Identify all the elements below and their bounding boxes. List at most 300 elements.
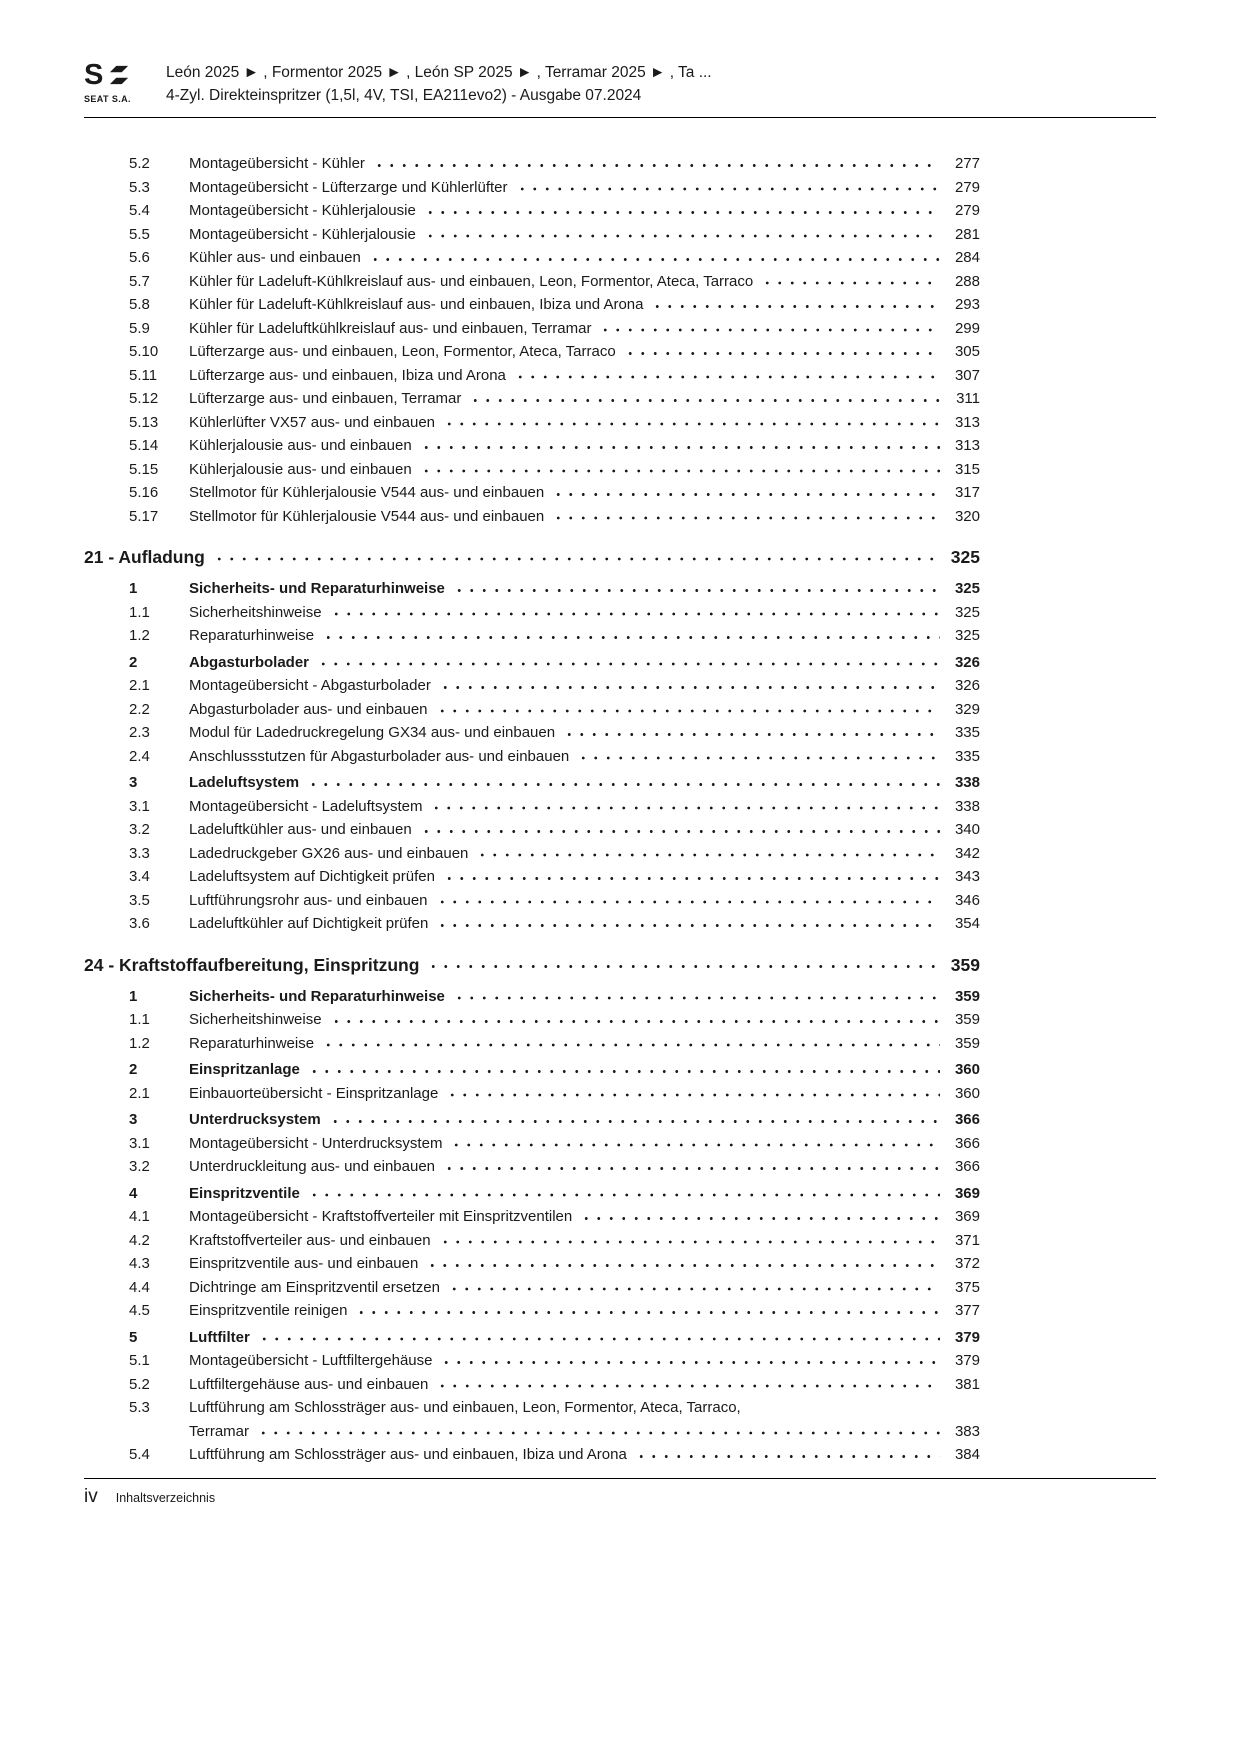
toc-entry-line (189, 912, 980, 936)
toc-dot-leader (424, 205, 940, 219)
toc-entry-title-line: Luftführung am Schlossträger aus- und einbauen, Leon, Formentor, Ateca, Tarraco, (189, 1399, 741, 1416)
toc-dot-leader (453, 583, 940, 597)
toc-entry-page: 335 (954, 724, 980, 741)
toc-entry-page: 326 (954, 653, 980, 671)
toc-entry-page: 338 (954, 797, 980, 815)
toc-dot-leader (308, 1187, 940, 1201)
toc-entry-row (84, 293, 980, 317)
toc-entry-body (189, 1229, 980, 1253)
toc-entry-page: 305 (954, 343, 980, 360)
toc-entry-page: 366 (954, 1111, 980, 1128)
toc-entry-number: 2.1 (129, 677, 150, 694)
toc-dot-leader (427, 959, 940, 973)
toc-entry-body (189, 985, 980, 1009)
footer-page-number: iv (84, 1486, 98, 1507)
toc-entry-line (189, 270, 980, 294)
toc-entry-number: 4.5 (129, 1302, 150, 1319)
toc-entry-title: Lüfterzarge aus- und einbauen, Ibiza und Arona (189, 366, 506, 384)
toc-dot-leader (308, 1064, 940, 1078)
toc-entry-title: Kühler für Ladeluftkühlkreislauf aus- und einbauen, Terramar (189, 319, 592, 337)
toc-entry-title: Einspritzventile (189, 1184, 300, 1202)
toc-entry-body (189, 818, 980, 842)
toc-entry-line (189, 1349, 980, 1373)
toc-entry-body (189, 364, 980, 388)
toc-dot-leader (420, 463, 940, 477)
toc-entry-line (189, 1443, 980, 1467)
toc-entry-row (84, 1229, 980, 1253)
toc-entry-line (189, 771, 980, 795)
toc-entry-title: Reparaturhinweise (189, 1034, 315, 1052)
toc-entry-number: 4.1 (129, 1208, 150, 1225)
toc-entry-body (189, 912, 980, 936)
toc-dot-leader (373, 158, 940, 172)
toc-entry-line (189, 601, 980, 625)
toc-entry-page: 360 (954, 1061, 980, 1078)
toc-entry-body (189, 1299, 980, 1323)
toc-dot-leader (436, 1378, 940, 1392)
toc-entry-number: 3.1 (129, 797, 150, 815)
toc-entry-page: 381 (954, 1375, 980, 1393)
toc-entry-body (189, 1396, 980, 1443)
toc-entry-page: 317 (954, 484, 980, 501)
toc-entry-body (189, 624, 980, 648)
toc-entry-title: Kraftstoffverteiler aus- und einbauen (189, 1231, 431, 1249)
toc-entry-row (84, 1058, 980, 1082)
toc-entry-line (189, 199, 980, 223)
toc-entry-row (84, 317, 980, 341)
toc-dot-leader (436, 703, 940, 717)
toc-entry-number: 4.4 (129, 1278, 150, 1296)
toc-entry-body (189, 889, 980, 913)
toc-entry-title: Luftführungsrohr aus- und einbauen (189, 891, 428, 909)
toc-entry-line (189, 223, 980, 247)
toc-entry-line (189, 985, 980, 1009)
toc-entry-page: 325 (950, 547, 980, 567)
toc-entry-page: 377 (954, 1302, 980, 1319)
header-text-block (166, 60, 712, 107)
toc-entry-row (84, 387, 980, 411)
toc-entry-title: Kühler für Ladeluft-Kühlkreislauf aus- und einbauen, Ibiza und Arona (189, 296, 644, 313)
toc-dot-leader (453, 990, 940, 1004)
toc-entry-page: 366 (954, 1158, 980, 1175)
toc-entry-line (189, 1326, 980, 1350)
toc-entry-row (84, 674, 980, 698)
toc-entry-row (84, 1276, 980, 1300)
toc-entry-line (189, 624, 980, 648)
toc-entry-row (84, 1108, 980, 1132)
toc-entry-title: Montageübersicht - Unterdrucksystem (189, 1134, 443, 1152)
toc-entry-body (189, 674, 980, 698)
toc-entry-page: 311 (956, 390, 980, 407)
toc-entry-body (189, 601, 980, 625)
toc-entry-line (189, 1058, 980, 1082)
toc-entry-row (84, 152, 980, 176)
toc-entry-body (189, 270, 980, 294)
toc-entry-row (84, 745, 980, 769)
toc-entry-row (84, 1299, 980, 1323)
toc-entry-title: Montageübersicht - Luftfiltergehäuse (189, 1352, 433, 1369)
toc-entry-row (84, 985, 980, 1009)
toc-entry-body (189, 1443, 980, 1467)
toc-dot-leader (580, 1211, 940, 1225)
toc-entry-page: 383 (954, 1422, 980, 1440)
toc-entry-number: 3.2 (129, 1158, 150, 1175)
toc-entry-line (189, 1132, 980, 1156)
toc-entry-title: Unterdrucksystem (189, 1111, 321, 1128)
toc-entry-line (189, 1252, 980, 1276)
toc-entry-number: 5.5 (129, 225, 150, 243)
toc-entry-row (84, 721, 980, 745)
toc-entry-row (84, 364, 980, 388)
toc-entry-title: Einspritzanlage (189, 1061, 300, 1078)
toc-entry-number: 1 (129, 580, 138, 597)
toc-entry-page: 284 (954, 249, 980, 266)
toc-entry-row (84, 795, 980, 819)
toc-entry-line (189, 458, 980, 482)
toc-entry-line (189, 317, 980, 341)
toc-dot-leader (258, 1331, 940, 1345)
toc-entry-page: 359 (954, 1011, 980, 1028)
toc-entry-row (84, 865, 980, 889)
toc-entry-body (189, 651, 980, 675)
toc-entry-body (189, 745, 980, 769)
toc-entry-title: Kühlerjalousie aus- und einbauen (189, 460, 412, 478)
toc-dot-leader (552, 487, 940, 501)
toc-entry-row (84, 912, 980, 936)
toc-dot-leader (443, 871, 940, 885)
toc-dot-leader (577, 750, 940, 764)
toc-entry-row (84, 246, 980, 270)
toc-entry-row (84, 1182, 980, 1206)
toc-entry-number: 5.8 (129, 296, 150, 313)
toc-entry-line (189, 889, 980, 913)
toc-entry-title: Ladeluftkühler auf Dichtigkeit prüfen (189, 915, 429, 932)
toc-entry-page: 307 (954, 366, 980, 384)
toc-entry-body (189, 1032, 980, 1056)
toc-entry-body (189, 246, 980, 270)
toc-entry-body (189, 1276, 980, 1300)
toc-entry-number: 2.3 (129, 724, 150, 741)
toc-entry-line (189, 340, 980, 364)
toc-entry-page: 369 (954, 1184, 980, 1202)
toc-entry-number: 1.1 (129, 1011, 150, 1028)
toc-entry-number: 5.2 (129, 1375, 150, 1393)
toc-entry-number: 2.4 (129, 747, 150, 765)
toc-dot-leader (516, 181, 940, 195)
toc-entry-number: 5.16 (129, 484, 159, 501)
toc-entry-row (84, 1326, 980, 1350)
toc-dot-leader (369, 252, 940, 266)
toc-entry-page: 329 (954, 700, 980, 718)
toc-entry-title: Montageübersicht - Kühlerjalousie (189, 202, 416, 219)
toc-entry-page: 299 (954, 319, 980, 337)
toc-dot-leader (213, 551, 940, 565)
toc-entry-page: 354 (954, 915, 980, 932)
toc-dot-leader (635, 1449, 940, 1463)
toc-entry-body (189, 434, 980, 458)
toc-dot-leader (469, 393, 940, 407)
toc-entry-title: Ladeluftsystem (189, 774, 300, 791)
toc-dot-leader (322, 1037, 940, 1051)
toc-entry-number: 2 (129, 1061, 138, 1078)
toc-dot-leader (563, 727, 940, 741)
toc-dot-leader (330, 1014, 940, 1028)
seat-logo-top (84, 60, 130, 90)
toc-entry-line (189, 411, 980, 435)
toc-entry-title: Montageübersicht - Ladeluftsystem (189, 797, 423, 815)
toc-entry-body (189, 865, 980, 889)
header-models-line: León 2025 ► , Formentor 2025 ► , León SP 2025 ► , Terramar 2025 ► , Ta ... (166, 64, 712, 81)
toc-entry-title: Luftführung am Schlossträger aus- und einbauen, Ibiza und Arona (189, 1446, 627, 1463)
toc-entry-page: 369 (954, 1208, 980, 1225)
toc-entry-page: 288 (954, 272, 980, 290)
toc-entry-line (189, 674, 980, 698)
toc-entry-page: 375 (954, 1278, 980, 1296)
toc-entry-body (189, 387, 980, 411)
toc-entry-body (189, 1155, 980, 1179)
toc-entry-title: Stellmotor für Kühlerjalousie V544 aus- und einbauen (189, 507, 545, 525)
toc-entry-number: 5.3 (129, 1399, 150, 1416)
toc-entry-title: Einspritzventile reinigen (189, 1302, 348, 1319)
toc-entry-row (84, 771, 980, 795)
toc-entry-page: 325 (954, 580, 980, 597)
toc-entry-title: Kühlerlüfter VX57 aus- und einbauen (189, 413, 436, 431)
toc-entry-title: Luftfiltergehäuse aus- und einbauen (189, 1375, 429, 1393)
toc-entry-row (84, 1373, 980, 1397)
toc-entry-number: 3.1 (129, 1134, 150, 1152)
toc-entry-row (84, 1443, 980, 1467)
toc-dot-leader (307, 777, 940, 791)
toc-entry-title: Ladedruckgeber GX26 aus- und einbauen (189, 844, 469, 862)
toc-entry-line (189, 1082, 980, 1106)
toc-entry-line (189, 246, 980, 270)
footer-section-title: Inhaltsverzeichnis (115, 1491, 216, 1505)
toc-dot-leader (439, 1234, 940, 1248)
toc-entry-body (189, 577, 980, 601)
toc-entry-body (189, 317, 980, 341)
toc-dot-leader (439, 680, 940, 694)
toc-entry-line (189, 1420, 980, 1444)
toc-entry-line (189, 865, 980, 889)
toc-entry-body (189, 1108, 980, 1132)
toc-entry-line (189, 818, 980, 842)
toc-entry-page: 384 (954, 1446, 980, 1463)
toc-dot-leader (420, 824, 940, 838)
toc-entry-row (84, 698, 980, 722)
toc-entry-body (189, 1058, 980, 1082)
toc-entry-row (84, 1132, 980, 1156)
toc-dot-leader (476, 847, 940, 861)
toc-entry-number: 3.6 (129, 915, 150, 932)
toc-entry-line (189, 1032, 980, 1056)
toc-entry-number: 2.2 (129, 700, 150, 718)
toc-dot-leader (446, 1087, 940, 1101)
toc-entry-page: 279 (954, 178, 980, 196)
toc-entry-number: 5.4 (129, 202, 150, 219)
toc-entry-number: 5.15 (129, 460, 159, 478)
toc-entry-page: 379 (954, 1328, 980, 1346)
toc-entry-page: 343 (954, 868, 980, 885)
toc-entry-body (189, 176, 980, 200)
page-footer (84, 1478, 1156, 1508)
toc-dot-leader (448, 1281, 940, 1295)
toc-entry-number: 5.1 (129, 1352, 150, 1369)
toc-entry-body (84, 545, 980, 570)
toc-entry-page: 359 (954, 987, 980, 1005)
toc-chapter-row (84, 953, 980, 978)
toc-entry-title: Einspritzventile aus- und einbauen (189, 1255, 419, 1272)
toc-dot-leader (599, 322, 940, 336)
toc-entry-row (84, 176, 980, 200)
toc-entry-title: Einbauorteübersicht - Einspritzanlage (189, 1084, 439, 1102)
toc-entry-line (189, 721, 980, 745)
toc-entry-number: 5.13 (129, 413, 159, 431)
toc-entry-body (189, 340, 980, 364)
toc-entry-number: 1 (129, 987, 138, 1005)
toc-dot-leader (436, 918, 940, 932)
toc-dot-leader (322, 630, 940, 644)
toc-entry-row (84, 624, 980, 648)
toc-entry-body (189, 1252, 980, 1276)
toc-entry-row (84, 1008, 980, 1032)
toc-entry-body (189, 1326, 980, 1350)
toc-entry-line (189, 1008, 980, 1032)
toc-entry-body (189, 458, 980, 482)
toc-entry-page: 320 (954, 507, 980, 525)
toc-entry-number: 3.4 (129, 868, 150, 885)
toc-entry-line (189, 1205, 980, 1229)
toc-entry-page: 340 (954, 821, 980, 838)
toc-entry-title: Modul für Ladedruckregelung GX34 aus- und einbauen (189, 724, 556, 741)
toc-entry-line (189, 577, 980, 601)
toc-entry-page: 371 (954, 1231, 980, 1249)
toc-entry-page: 360 (954, 1084, 980, 1102)
toc-entry-title: Kühler aus- und einbauen (189, 249, 361, 266)
toc-entry-number: 4 (129, 1184, 138, 1202)
toc-entry-page: 342 (954, 844, 980, 862)
toc-entry-body (189, 771, 980, 795)
toc-entry-title: Sicherheits- und Reparaturhinweise (189, 987, 445, 1005)
toc-entry-page: 279 (954, 202, 980, 219)
toc-entry-line (189, 364, 980, 388)
toc-dot-leader (430, 800, 940, 814)
toc-entry-number: 3.3 (129, 844, 150, 862)
toc-dot-leader (420, 440, 940, 454)
toc-dot-leader (514, 369, 940, 383)
toc-entry-page: 372 (954, 1255, 980, 1272)
toc-entry-body (189, 842, 980, 866)
toc-entry-number: 2 (129, 653, 138, 671)
toc-entry-line (189, 1299, 980, 1323)
toc-entry-number: 1.1 (129, 603, 150, 621)
toc-entry-title: Kühler für Ladeluft-Kühlkreislauf aus- und einbauen, Leon, Formentor, Ateca, Tarraco (189, 272, 754, 290)
toc-entry-body (189, 1373, 980, 1397)
toc-entry-line (189, 1182, 980, 1206)
toc-entry-number: 3.2 (129, 821, 150, 838)
toc-entry-title: Sicherheitshinweise (189, 1011, 322, 1028)
toc-entry-page: 379 (954, 1352, 980, 1369)
toc-entry-line (189, 152, 980, 176)
toc-entry-row (84, 842, 980, 866)
toc-entry-number: 5.11 (129, 366, 158, 384)
toc-entry-body (189, 698, 980, 722)
toc-entry-number: 4.3 (129, 1255, 150, 1272)
toc-entry-number: 3 (129, 1111, 138, 1128)
toc-entry-title: Montageübersicht - Kühlerjalousie (189, 225, 416, 243)
toc-entry-number: 5.2 (129, 155, 150, 172)
toc-entry-title: Ladeluftsystem auf Dichtigkeit prüfen (189, 868, 435, 885)
toc-entry-title: Luftfilter (189, 1328, 250, 1346)
toc-entry-title: Abgasturbolader (189, 653, 310, 671)
toc-entry-line (189, 698, 980, 722)
toc-entry-number: 3.5 (129, 891, 150, 909)
toc-entry-number: 1.2 (129, 627, 150, 644)
toc-dot-leader (761, 275, 940, 289)
toc-entry-body (189, 152, 980, 176)
toc-entry-line (189, 1229, 980, 1253)
seat-mark-icon (108, 65, 130, 85)
toc-entry-number: 5.3 (129, 178, 150, 196)
toc-entry-page: 346 (954, 891, 980, 909)
toc-entry-title: Sicherheits- und Reparaturhinweise (189, 580, 445, 597)
toc-entry-page: 325 (954, 627, 980, 644)
toc-entry-page: 325 (954, 603, 980, 621)
toc-entry-page: 313 (954, 413, 980, 431)
toc-entry-row (84, 505, 980, 529)
toc-entry-page: 281 (954, 225, 980, 243)
toc-entry-row (84, 1396, 980, 1443)
toc-entry-title: Lüfterzarge aus- und einbauen, Terramar (189, 390, 462, 407)
toc-entry-row (84, 340, 980, 364)
toc-dot-leader (443, 1161, 940, 1175)
toc-entry-row (84, 1032, 980, 1056)
toc-entry-body (189, 411, 980, 435)
header-subtitle: 4-Zyl. Direkteinspritzer (1,5l, 4V, TSI, EA211evo2) - Ausgabe 07.2024 (166, 87, 642, 104)
toc-entry-page: 326 (954, 677, 980, 694)
toc-entry-row (84, 818, 980, 842)
toc-entry-number: 2.1 (129, 1084, 150, 1102)
toc-entry-title: Montageübersicht - Lüfterzarge und Kühlerlüfter (189, 178, 508, 196)
toc-dot-leader (355, 1305, 940, 1319)
toc-entry-page: 277 (954, 155, 980, 172)
toc-entry-row (84, 458, 980, 482)
toc-entry-body (84, 953, 980, 978)
toc-dot-leader (552, 510, 940, 524)
toc-entry-row (84, 1155, 980, 1179)
toc-entry-row (84, 1349, 980, 1373)
toc-entry-page: 359 (950, 954, 980, 975)
toc-entry-line (189, 505, 980, 529)
toc-entry-number: 5.9 (129, 319, 150, 337)
toc-entry-title: Anschlussstutzen für Abgasturbolader aus- und einbauen (189, 747, 570, 765)
toc-entry-title: Abgasturbolader aus- und einbauen (189, 700, 428, 718)
toc-entry-number: 5 (129, 1328, 138, 1346)
toc-entry-number: 5.12 (129, 390, 159, 407)
toc-entry-title: Montageübersicht - Kühler (189, 155, 365, 172)
toc-entry-line (189, 1155, 980, 1179)
toc-entry-row (84, 889, 980, 913)
toc-entry-line (84, 545, 980, 570)
toc-dot-leader (436, 894, 940, 908)
toc-entry-title: Kühlerjalousie aus- und einbauen (189, 437, 412, 454)
toc-entry-line (189, 1276, 980, 1300)
toc-entry-line (189, 842, 980, 866)
toc-entry-line (189, 481, 980, 505)
toc-entry-title: Terramar (189, 1422, 250, 1440)
toc-entry-title: Dichtringe am Einspritzventil ersetzen (189, 1278, 440, 1296)
toc-entry-body (189, 795, 980, 819)
toc-entry-body (189, 293, 980, 317)
